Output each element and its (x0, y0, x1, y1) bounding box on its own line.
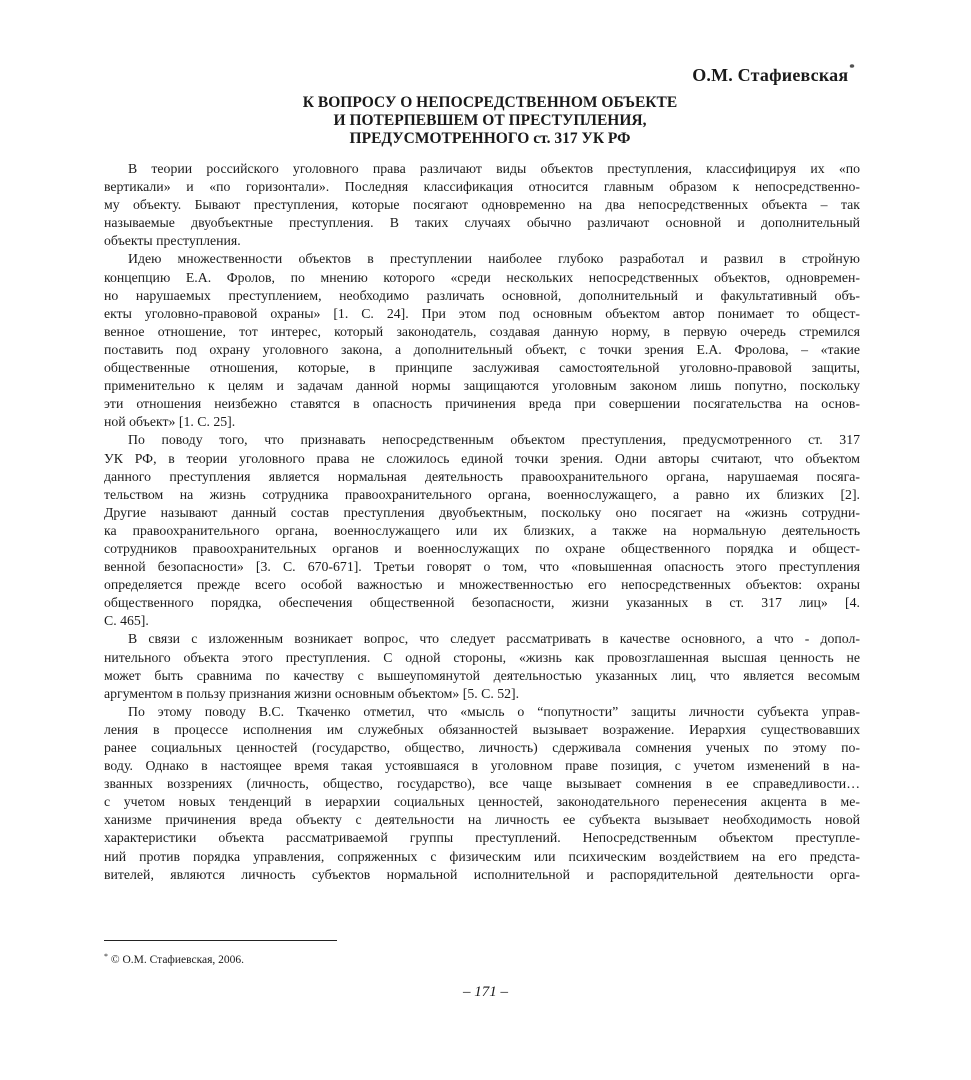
text-line: нительного объекта этого преступления. С одной стороны, «жизнь как провозглашенная высшая ценность не (104, 649, 860, 665)
text-line: С. 465]. (104, 613, 149, 629)
text-line: В теории российского уголовного права различают виды объектов преступления, классифицируя их «по (128, 161, 860, 176)
text-line: тельством на жизнь сотрудника правоохранительного органа, военнослужащего, а равно их близких [2]. (104, 486, 860, 502)
text-line: ной объект» [1. С. 25]. (104, 414, 236, 430)
article-title (120, 94, 860, 148)
text-line: ний против порядка управления, сопряженных с физическим или психическим воздействием на его предста- (104, 848, 860, 864)
text-line: характеристики объекта рассматриваемой группы преступлений. Непосредственным объектом преступле- (104, 830, 860, 846)
article-body (104, 160, 860, 884)
text-line: званных воззрениях (личность, общество, государство), все чаще вызывает сомнения в ее справедливости… (104, 776, 860, 792)
text-line: воду. Однако в настоящее время такая устоявшаяся в уголовном праве позиция, с учетом изменений в на- (104, 758, 860, 774)
author-name-text: О.М. Стафиевская (692, 65, 849, 85)
paragraph (104, 630, 860, 702)
text-line: Другие называют данный состав преступления двуобъектным, поскольку оно посягает на «жизнь сотрудни- (104, 504, 860, 520)
text-line: венной безопасности» [3. С. 670-671]. Третьи говорят о том, что «повышенная опасность этого преступления (104, 559, 860, 575)
text-line: но нарушаемых преступлением, необходимо различать основной, дополнительный и факультативный объ- (104, 287, 860, 303)
text-line: венное отношение, тот интерес, который законодатель, создавая данную норму, в первую очередь стремился (104, 323, 860, 339)
text-line: общественного порядка, обеспечения общественной безопасности, жизни указанных в ст. 317 лиц» [4. (104, 595, 860, 611)
text-line: объекты преступления. (104, 233, 241, 249)
text-line: ления в процессе исполнения им служебных обязанностей вызывает возражение. Иерархия существовавших (104, 721, 860, 737)
text-line: Идею множественности объектов в преступлении наиболее глубоко разработал и развил в стройную (128, 251, 860, 267)
text-line: концепцию Е.А. Фролов, по мнению которого «среди нескольких непосредственных объектов, одновремен- (104, 269, 860, 285)
text-line: с учетом новых тенденций в иерархии социальных ценностей, законодательного перенесения акцента в ме- (104, 794, 860, 810)
title-line: ПРЕДУСМОТРЕННОГО ст. 317 УК РФ (349, 130, 631, 147)
text-line: сотрудников правоохранительных органов и военнослужащих по охране общественного порядка и общест- (104, 540, 860, 556)
author-footnote-mark: * (849, 62, 855, 74)
text-line: По поводу того, что признавать непосредственным объектом преступления, предусмотренного ст. 317 (128, 432, 860, 448)
footnote-divider (104, 940, 337, 941)
text-line: В связи с изложенным возникает вопрос, что следует рассматривать в качестве основного, а что - допол- (128, 631, 860, 647)
text-line: вертикали» и «по горизонтали». Последняя классификация относится главным образом к непосредственно- (104, 179, 860, 195)
paragraph (104, 160, 860, 250)
text-line: определяется прежде всего особой важностью и множественностью его непосредственных объектов: охраны (104, 577, 860, 593)
title-line: К ВОПРОСУ О НЕПОСРЕДСТВЕННОМ ОБЪЕКТЕ (302, 94, 678, 111)
text-line: вителей, являются личность субъектов нормальной исполнительной и распорядительной деятельности орга- (104, 866, 860, 882)
text-line: екты уголовно-правовой охраны» [1. С. 24]. При этом под основным объектом автор понимает то общест- (104, 305, 860, 321)
text-line: может быть сравнима по качеству с вышеупомянутой деятельностью указанных лиц, что является весомым (104, 667, 860, 683)
text-line: данного преступления является нормальная деятельность правоохранительного органа, нарушаемая посяга- (104, 468, 860, 484)
text-line: эти отношения неизбежно ставятся в опасность причинения вреда при совершении посягательства на основ- (104, 396, 860, 412)
text-line: поставить под охрану уголовного закона, а дополнительный объект, с точки зрения Е.А. Фролова, – «такие (104, 341, 860, 357)
footnote-text: © О.М. Стафиевская, 2006. (108, 954, 245, 966)
paragraph (104, 250, 860, 431)
text-line: му объекту. Бывают преступления, которые посягают одновременно на два непосредственных объекта – так (104, 197, 860, 213)
text-line: По этому поводу В.С. Ткаченко отметил, что «мысль о “попутности” защиты личности субъекта управ- (128, 703, 860, 719)
paragraph (104, 431, 860, 630)
text-line: УК РФ, в теории уголовного права не сложилось единой точки зрения. Одни авторы считают, что объектом (104, 450, 860, 466)
text-line: называемые двуобъектные преступления. В таких случаях обычно различают основной и дополнительный (104, 215, 860, 231)
text-line: применительно к целям и задачам данной нормы защищаются уголовным законом лишь попутно, поскольку (104, 378, 860, 394)
title-line: И ПОТЕРПЕВШЕМ ОТ ПРЕСТУПЛЕНИЯ, (333, 112, 647, 129)
text-line: ранее социальных ценностей (государство, общество, личность) сдерживала сомнения ученых по этому по- (104, 740, 860, 755)
page-number: – 171 – (463, 984, 508, 1000)
paragraph (104, 703, 860, 884)
footnote-mark: * (104, 952, 108, 961)
text-line: ханизме причинения вреда объекту с деятельности на личность ее субъекта вызывает необходимость новой (104, 812, 860, 828)
text-line: общественные отношения, которые, в принципе заслуживая самостоятельной уголовно-правовой защиты, (104, 360, 860, 376)
text-line: ка правоохранительного органа, военнослужащего или их близких, а также на нормальную деятельность (104, 522, 860, 538)
footnote (104, 952, 244, 966)
author-name (692, 62, 855, 86)
text-line: аргументом в пользу признания жизни основным объектом» [5. С. 52]. (104, 685, 520, 701)
